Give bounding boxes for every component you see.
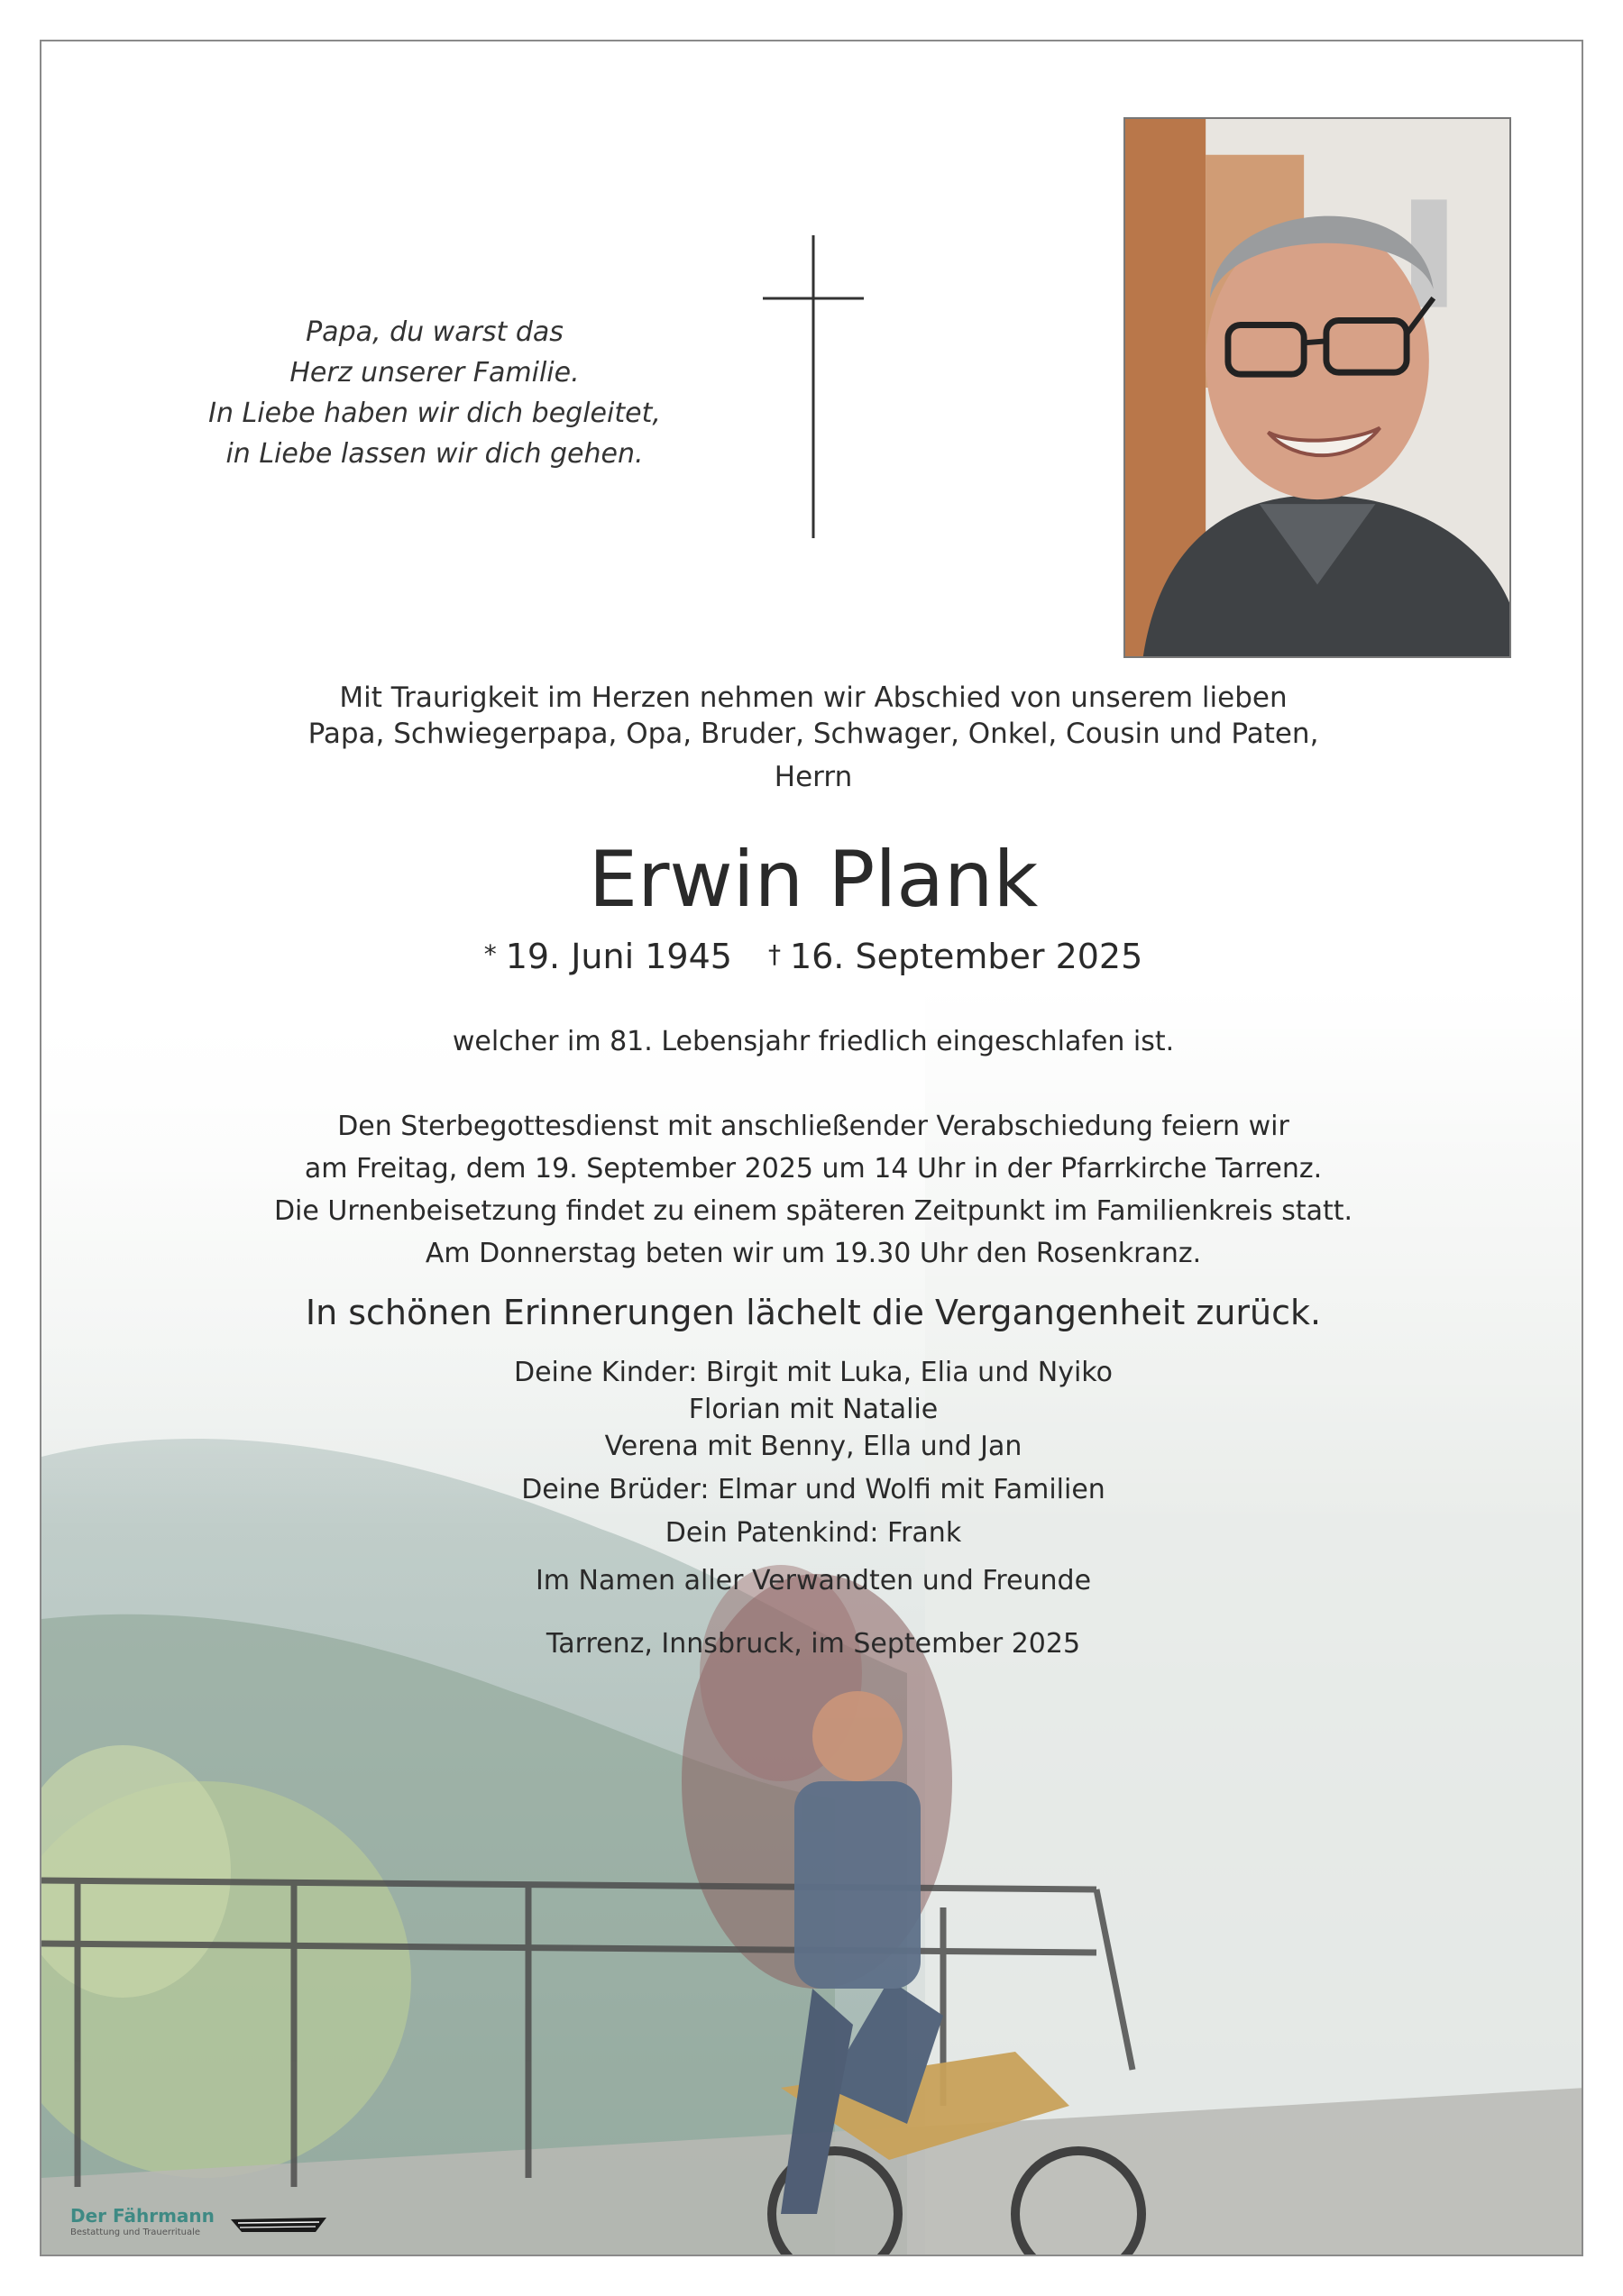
family-brothers: Deine Brüder: Elmar und Wolfi mit Familien xyxy=(521,1474,1105,1505)
family-all: Im Namen aller Verwandten und Freunde xyxy=(535,1565,1092,1596)
service-info xyxy=(41,1105,1583,1275)
boat-icon xyxy=(229,2210,328,2237)
family-children: Florian mit Natalie xyxy=(688,1394,939,1425)
place-date: Tarrenz, Innsbruck, im September 2025 xyxy=(546,1628,1081,1660)
quote-line: Herz unserer Familie. xyxy=(289,357,580,389)
service-line: Die Urnenbeisetzung findet zu einem späteren Zeitpunkt im Familienkreis statt. xyxy=(273,1195,1353,1227)
birth-star-icon: * xyxy=(483,939,497,969)
quote-line: Papa, du warst das xyxy=(306,316,564,348)
intro-text xyxy=(41,680,1583,795)
logo-tagline: Bestattung und Trauerrituale xyxy=(70,2227,201,2237)
family-children: Verena mit Benny, Ella und Jan xyxy=(604,1431,1022,1462)
quote-line: In Liebe haben wir dich begleitet, xyxy=(208,398,661,429)
quote-line: in Liebe lassen wir dich gehen. xyxy=(225,438,644,470)
obituary-card xyxy=(40,40,1583,2256)
service-line: am Freitag, dem 19. September 2025 um 14 Uhr in der Pfarrkirche Tarrenz. xyxy=(304,1153,1323,1185)
age-text: welcher im 81. Lebensjahr friedlich eingeschlafen ist. xyxy=(452,1026,1175,1057)
death-date: 16. September 2025 xyxy=(789,937,1143,976)
memorial-quote xyxy=(164,312,705,474)
family-list xyxy=(41,1354,1583,1599)
memories-heading: In schönen Erinnerungen lächelt die Vergangenheit zurück. xyxy=(305,1293,1322,1332)
service-line: Den Sterbegottesdienst mit anschließender Verabschiedung feiern wir xyxy=(337,1111,1289,1142)
birth-date: 19. Juni 1945 xyxy=(505,937,732,976)
family-children: Deine Kinder: Birgit mit Luka, Elia und Nyiko xyxy=(514,1357,1113,1388)
funeral-home-logo xyxy=(70,2205,341,2250)
logo-name: Der Fährmann xyxy=(70,2205,215,2227)
family-godchild: Dein Patenkind: Frank xyxy=(665,1517,962,1549)
intro-line: Mit Traurigkeit im Herzen nehmen wir Abschied von unserem lieben xyxy=(339,681,1288,714)
intro-line: Papa, Schwiegerpapa, Opa, Bruder, Schwager, Onkel, Cousin und Paten, xyxy=(307,718,1319,750)
deceased-name: Erwin Plank xyxy=(588,835,1039,925)
cross-icon xyxy=(763,235,864,538)
death-cross-icon: † xyxy=(767,939,781,969)
portrait-photo xyxy=(1123,117,1511,658)
intro-line: Herrn xyxy=(774,761,853,793)
life-dates xyxy=(41,934,1583,983)
service-line: Am Donnerstag beten wir um 19.30 Uhr den Rosenkranz. xyxy=(425,1238,1202,1269)
